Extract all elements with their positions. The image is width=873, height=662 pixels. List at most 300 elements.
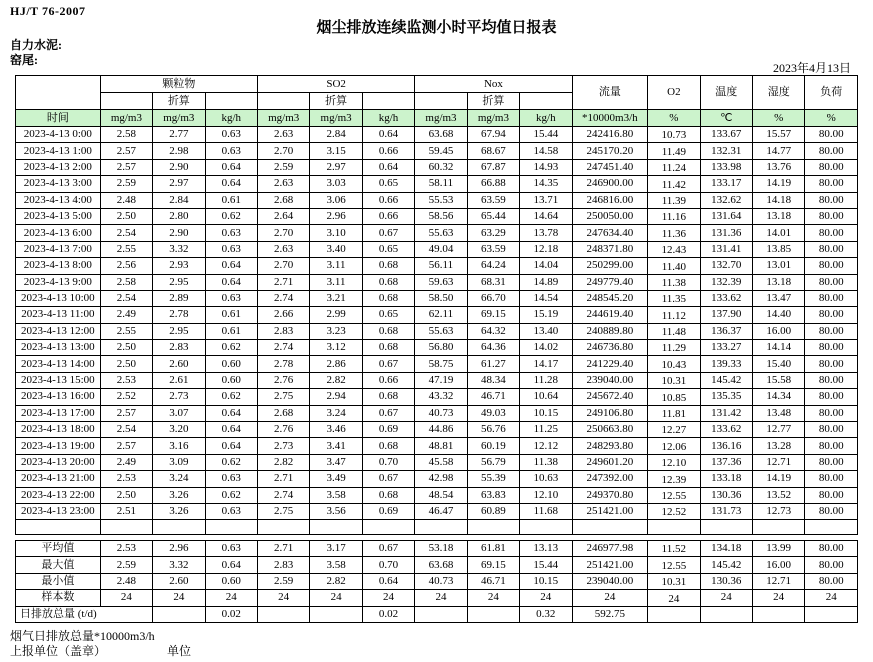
value-cell: 64.24	[467, 258, 519, 274]
value-cell: 15.57	[753, 127, 805, 143]
value-cell: 0.65	[362, 176, 414, 192]
value-cell: 80.00	[805, 454, 858, 470]
unit-cell: %	[753, 110, 805, 127]
summary-label-cell: 最小值	[16, 573, 101, 589]
summary-value-cell: 80.00	[805, 557, 858, 573]
value-cell: 132.62	[700, 192, 752, 208]
value-cell: 2.77	[153, 127, 205, 143]
summary-value-cell: 0.63	[205, 541, 257, 557]
value-cell: 80.00	[805, 143, 858, 159]
value-cell: 132.31	[700, 143, 752, 159]
value-cell: 2.68	[257, 405, 309, 421]
blank-cell	[520, 520, 572, 535]
summary-value-cell: 24	[467, 590, 519, 606]
daily-total-cell	[648, 606, 700, 622]
table-row	[16, 225, 858, 241]
table-row	[16, 454, 858, 470]
value-cell: 0.60	[205, 372, 257, 388]
value-cell: 0.68	[362, 438, 414, 454]
value-cell: 61.27	[467, 356, 519, 372]
summary-value-cell: 24	[520, 590, 572, 606]
value-cell: 59.45	[415, 143, 467, 159]
daily-total-cell: 592.75	[572, 606, 648, 622]
value-cell: 0.63	[205, 241, 257, 257]
value-cell: 14.34	[753, 389, 805, 405]
value-cell: 11.35	[648, 290, 700, 306]
value-cell: 56.76	[467, 422, 519, 438]
report-unit-label: 上报单位（盖章）	[10, 644, 107, 658]
value-cell: 2.56	[100, 258, 152, 274]
value-cell: 80.00	[805, 422, 858, 438]
value-cell: 0.62	[205, 340, 257, 356]
summary-value-cell: 24	[805, 590, 858, 606]
value-cell: 3.47	[310, 454, 362, 470]
table-row	[16, 438, 858, 454]
unit-cell: kg/h	[520, 110, 572, 127]
daily-total-cell	[752, 606, 804, 622]
value-cell: 249370.80	[572, 487, 648, 503]
daily-total-label: 日排放总量 (t/d)	[16, 606, 153, 622]
time-cell: 2023-4-13 1:00	[16, 143, 101, 159]
value-cell: 11.28	[520, 372, 572, 388]
value-cell: 80.00	[805, 258, 858, 274]
value-cell: 12.77	[753, 422, 805, 438]
value-cell: 68.31	[467, 274, 519, 290]
flue-gas-total-note: 烟气日排放总量*10000m3/h	[10, 629, 155, 643]
value-cell: 2.73	[153, 389, 205, 405]
value-cell: 11.24	[648, 159, 700, 175]
time-cell: 2023-4-13 4:00	[16, 192, 101, 208]
value-cell: 11.25	[520, 422, 572, 438]
summary-row	[16, 590, 858, 606]
value-cell: 3.03	[310, 176, 362, 192]
value-cell: 14.35	[520, 176, 572, 192]
value-cell: 13.78	[520, 225, 572, 241]
value-cell: 3.23	[310, 323, 362, 339]
summary-value-cell: 0.67	[362, 541, 414, 557]
value-cell: 2.78	[257, 356, 309, 372]
blank-cell	[153, 520, 205, 535]
value-cell: 80.00	[805, 405, 858, 421]
value-cell: 2.83	[257, 323, 309, 339]
value-cell: 3.09	[153, 454, 205, 470]
hourly-rows	[16, 127, 858, 520]
value-cell: 11.68	[520, 503, 572, 519]
value-cell: 67.94	[467, 127, 519, 143]
summary-value-cell: 24	[257, 590, 309, 606]
value-cell: 240889.80	[572, 323, 648, 339]
time-cell: 2023-4-13 20:00	[16, 454, 101, 470]
summary-value-cell: 24	[100, 590, 152, 606]
summary-value-cell: 2.48	[100, 573, 152, 589]
value-cell: 63.59	[467, 241, 519, 257]
value-cell: 2.49	[100, 454, 152, 470]
value-cell: 66.88	[467, 176, 519, 192]
time-cell: 2023-4-13 10:00	[16, 290, 101, 306]
value-cell: 131.36	[700, 225, 752, 241]
value-cell: 12.12	[520, 438, 572, 454]
time-cell: 2023-4-13 19:00	[16, 438, 101, 454]
table-row	[16, 471, 858, 487]
value-cell: 0.63	[205, 290, 257, 306]
value-cell: 14.19	[753, 471, 805, 487]
summary-label-cell: 平均值	[16, 541, 101, 557]
value-cell: 2.97	[310, 159, 362, 175]
time-cell: 2023-4-13 6:00	[16, 225, 101, 241]
value-cell: 250299.00	[572, 258, 648, 274]
summary-value-cell: 80.00	[805, 541, 858, 557]
time-header-blank	[16, 76, 101, 110]
value-cell: 14.18	[753, 192, 805, 208]
header-rows	[16, 76, 858, 127]
value-cell: 47.19	[415, 372, 467, 388]
value-cell: 44.86	[415, 422, 467, 438]
value-cell: 132.39	[700, 274, 752, 290]
value-cell: 10.15	[520, 405, 572, 421]
summary-value-cell: 246977.98	[572, 541, 648, 557]
value-cell: 139.33	[700, 356, 752, 372]
blank-cell	[467, 520, 519, 535]
summary-value-cell: 24	[310, 590, 362, 606]
table-row	[16, 487, 858, 503]
summary-value-cell: 2.96	[153, 541, 205, 557]
value-cell: 15.58	[753, 372, 805, 388]
value-cell: 11.16	[648, 208, 700, 224]
page-title: 烟尘排放连续监测小时平均值日报表	[316, 18, 557, 36]
value-cell: 11.38	[648, 274, 700, 290]
value-cell: 2.59	[257, 159, 309, 175]
value-cell: 10.73	[648, 127, 700, 143]
value-cell: 245170.20	[572, 143, 648, 159]
summary-value-cell: 2.53	[100, 541, 152, 557]
time-cell: 2023-4-13 9:00	[16, 274, 101, 290]
value-cell: 13.18	[753, 208, 805, 224]
value-cell: 13.18	[753, 274, 805, 290]
unit-cell: kg/h	[205, 110, 257, 127]
value-cell: 13.71	[520, 192, 572, 208]
summary-value-cell: 0.60	[205, 573, 257, 589]
value-cell: 13.01	[753, 258, 805, 274]
value-cell: 2.95	[153, 323, 205, 339]
time-cell: 2023-4-13 23:00	[16, 503, 101, 519]
value-cell: 2.70	[257, 258, 309, 274]
value-cell: 11.81	[648, 405, 700, 421]
value-cell: 0.68	[362, 274, 414, 290]
daily-total-row	[16, 606, 858, 622]
table-row	[16, 274, 858, 290]
value-cell: 133.67	[700, 127, 752, 143]
value-cell: 241229.40	[572, 356, 648, 372]
value-cell: 2.50	[100, 487, 152, 503]
blank-cell	[362, 520, 414, 535]
report-table	[15, 75, 858, 535]
value-cell: 12.27	[648, 422, 700, 438]
summary-value-cell: 130.36	[700, 573, 752, 589]
value-cell: 0.65	[362, 241, 414, 257]
value-cell: 0.66	[362, 192, 414, 208]
summary-value-cell: 2.60	[153, 573, 205, 589]
unit-cell: kg/h	[362, 110, 414, 127]
summary-value-cell: 3.17	[310, 541, 362, 557]
value-cell: 133.62	[700, 422, 752, 438]
summary-value-cell: 2.82	[310, 573, 362, 589]
value-cell: 48.54	[415, 487, 467, 503]
table-row	[16, 258, 858, 274]
value-cell: 249779.40	[572, 274, 648, 290]
summary-value-cell: 63.68	[415, 557, 467, 573]
summary-value-cell: 53.18	[415, 541, 467, 557]
value-cell: 3.49	[310, 471, 362, 487]
value-cell: 2.76	[257, 422, 309, 438]
summary-value-cell: 2.83	[257, 557, 309, 573]
value-cell: 15.19	[520, 307, 572, 323]
value-cell: 0.61	[205, 323, 257, 339]
value-cell: 248371.80	[572, 241, 648, 257]
value-cell: 3.06	[310, 192, 362, 208]
value-cell: 3.56	[310, 503, 362, 519]
value-cell: 2.63	[257, 241, 309, 257]
value-cell: 239040.00	[572, 372, 648, 388]
group-so2: SO2	[257, 76, 414, 93]
daily-total-cell	[310, 606, 362, 622]
value-cell: 13.76	[753, 159, 805, 175]
value-cell: 48.34	[467, 372, 519, 388]
value-cell: 14.93	[520, 159, 572, 175]
value-cell: 55.39	[467, 471, 519, 487]
summary-rows	[16, 541, 858, 607]
value-cell: 248545.20	[572, 290, 648, 306]
blank-cell	[205, 93, 257, 110]
value-cell: 58.56	[415, 208, 467, 224]
value-cell: 2.48	[100, 192, 152, 208]
summary-value-cell: 251421.00	[572, 557, 648, 573]
value-cell: 2.66	[257, 307, 309, 323]
value-cell: 3.11	[310, 258, 362, 274]
summary-value-cell: 40.73	[415, 573, 467, 589]
value-cell: 80.00	[805, 290, 858, 306]
summary-value-cell: 3.58	[310, 557, 362, 573]
unit-cell: %	[805, 110, 858, 127]
value-cell: 11.36	[648, 225, 700, 241]
value-cell: 64.36	[467, 340, 519, 356]
unit-header-row	[16, 110, 858, 127]
value-cell: 12.10	[648, 454, 700, 470]
value-cell: 2.58	[100, 274, 152, 290]
nox-converted-label: 折算	[467, 93, 519, 110]
value-cell: 2.84	[310, 127, 362, 143]
value-cell: 40.73	[415, 405, 467, 421]
value-cell: 2.95	[153, 274, 205, 290]
daily-total-cell	[467, 606, 519, 622]
value-cell: 131.64	[700, 208, 752, 224]
value-cell: 12.18	[520, 241, 572, 257]
value-cell: 2.55	[100, 323, 152, 339]
value-cell: 65.44	[467, 208, 519, 224]
value-cell: 80.00	[805, 176, 858, 192]
value-cell: 11.48	[648, 323, 700, 339]
value-cell: 58.50	[415, 290, 467, 306]
blank-cell	[362, 93, 414, 110]
value-cell: 2.93	[153, 258, 205, 274]
value-cell: 11.38	[520, 454, 572, 470]
value-cell: 16.00	[753, 323, 805, 339]
time-cell: 2023-4-13 11:00	[16, 307, 101, 323]
value-cell: 0.62	[205, 454, 257, 470]
blank-cell	[805, 520, 858, 535]
value-cell: 67.87	[467, 159, 519, 175]
time-cell: 2023-4-13 14:00	[16, 356, 101, 372]
summary-value-cell: 15.44	[520, 557, 572, 573]
blank-cell	[700, 520, 752, 535]
value-cell: 2.64	[257, 208, 309, 224]
summary-value-cell: 0.70	[362, 557, 414, 573]
value-cell: 80.00	[805, 127, 858, 143]
value-cell: 2.50	[100, 356, 152, 372]
table-row	[16, 192, 858, 208]
value-cell: 13.40	[520, 323, 572, 339]
value-cell: 133.98	[700, 159, 752, 175]
summary-value-cell: 2.59	[100, 557, 152, 573]
value-cell: 3.58	[310, 487, 362, 503]
summary-value-cell: 2.59	[257, 573, 309, 589]
table-row	[16, 356, 858, 372]
value-cell: 2.74	[257, 487, 309, 503]
value-cell: 2.74	[257, 340, 309, 356]
group-pm: 颗粒物	[100, 76, 257, 93]
value-cell: 131.41	[700, 241, 752, 257]
value-cell: 2.63	[257, 176, 309, 192]
value-cell: 2.89	[153, 290, 205, 306]
value-cell: 2.76	[257, 372, 309, 388]
summary-label-cell: 最大值	[16, 557, 101, 573]
unit-cell: mg/m3	[467, 110, 519, 127]
value-cell: 0.63	[205, 143, 257, 159]
value-cell: 2.50	[100, 340, 152, 356]
value-cell: 2.71	[257, 274, 309, 290]
value-cell: 137.90	[700, 307, 752, 323]
blank-cell	[257, 520, 309, 535]
value-cell: 2.54	[100, 422, 152, 438]
value-cell: 59.63	[415, 274, 467, 290]
value-cell: 2.54	[100, 290, 152, 306]
value-cell: 3.21	[310, 290, 362, 306]
value-cell: 13.85	[753, 241, 805, 257]
time-cell: 2023-4-13 7:00	[16, 241, 101, 257]
time-cell: 2023-4-13 17:00	[16, 405, 101, 421]
value-cell: 0.64	[205, 405, 257, 421]
blank-cell	[257, 93, 309, 110]
value-cell: 0.64	[205, 176, 257, 192]
value-cell: 133.27	[700, 340, 752, 356]
summary-value-cell: 239040.00	[572, 573, 648, 589]
value-cell: 2.59	[100, 176, 152, 192]
summary-value-cell: 61.81	[467, 541, 519, 557]
value-cell: 64.32	[467, 323, 519, 339]
table-row	[16, 290, 858, 306]
value-cell: 80.00	[805, 208, 858, 224]
summary-row	[16, 541, 858, 557]
value-cell: 133.62	[700, 290, 752, 306]
group-load: 负荷	[805, 76, 858, 110]
time-cell: 2023-4-13 0:00	[16, 127, 101, 143]
value-cell: 12.55	[648, 487, 700, 503]
value-cell: 66.70	[467, 290, 519, 306]
value-cell: 2.82	[310, 372, 362, 388]
value-cell: 13.52	[753, 487, 805, 503]
summary-value-cell: 10.31	[648, 573, 700, 589]
value-cell: 0.62	[205, 389, 257, 405]
summary-value-cell: 69.15	[467, 557, 519, 573]
value-cell: 2.73	[257, 438, 309, 454]
time-cell: 2023-4-13 2:00	[16, 159, 101, 175]
summary-value-cell: 13.13	[520, 541, 572, 557]
daily-total-cell: 0.02	[205, 606, 257, 622]
value-cell: 49.04	[415, 241, 467, 257]
value-cell: 133.18	[700, 471, 752, 487]
value-cell: 15.40	[753, 356, 805, 372]
value-cell: 63.68	[415, 127, 467, 143]
value-cell: 12.52	[648, 503, 700, 519]
summary-value-cell: 46.71	[467, 573, 519, 589]
value-cell: 0.68	[362, 487, 414, 503]
blank-cell	[16, 520, 101, 535]
unit-cell: ℃	[700, 110, 752, 127]
value-cell: 58.11	[415, 176, 467, 192]
spacer-row	[16, 520, 858, 535]
time-header: 时间	[16, 110, 101, 127]
value-cell: 3.32	[153, 241, 205, 257]
value-cell: 11.49	[648, 143, 700, 159]
monitor-location: 窑尾:	[10, 53, 38, 67]
value-cell: 250050.00	[572, 208, 648, 224]
value-cell: 245672.40	[572, 389, 648, 405]
pm-converted-label: 折算	[153, 93, 205, 110]
group-o2: O2	[648, 76, 700, 110]
value-cell: 0.68	[362, 389, 414, 405]
summary-value-cell: 24	[572, 590, 648, 606]
value-cell: 3.20	[153, 422, 205, 438]
value-cell: 0.64	[362, 127, 414, 143]
value-cell: 251421.00	[572, 503, 648, 519]
value-cell: 2.57	[100, 143, 152, 159]
summary-value-cell: 12.55	[648, 557, 700, 573]
value-cell: 12.71	[753, 454, 805, 470]
value-cell: 242416.80	[572, 127, 648, 143]
blank-cell	[415, 93, 467, 110]
value-cell: 14.54	[520, 290, 572, 306]
value-cell: 0.64	[205, 274, 257, 290]
daily-total-cell	[257, 606, 309, 622]
summary-value-cell: 0.64	[362, 573, 414, 589]
value-cell: 3.10	[310, 225, 362, 241]
blank-cell	[100, 520, 152, 535]
value-cell: 131.73	[700, 503, 752, 519]
value-cell: 2.90	[153, 159, 205, 175]
value-cell: 0.61	[205, 192, 257, 208]
value-cell: 80.00	[805, 372, 858, 388]
summary-value-cell: 145.42	[700, 557, 752, 573]
value-cell: 2.53	[100, 471, 152, 487]
value-cell: 2.49	[100, 307, 152, 323]
table-row	[16, 176, 858, 192]
summary-value-cell: 13.99	[752, 541, 804, 557]
value-cell: 0.64	[205, 422, 257, 438]
summary-value-cell: 10.15	[520, 573, 572, 589]
daily-total-cell: 0.02	[362, 606, 414, 622]
summary-value-cell: 16.00	[752, 557, 804, 573]
value-cell: 0.68	[362, 340, 414, 356]
value-cell: 2.96	[310, 208, 362, 224]
